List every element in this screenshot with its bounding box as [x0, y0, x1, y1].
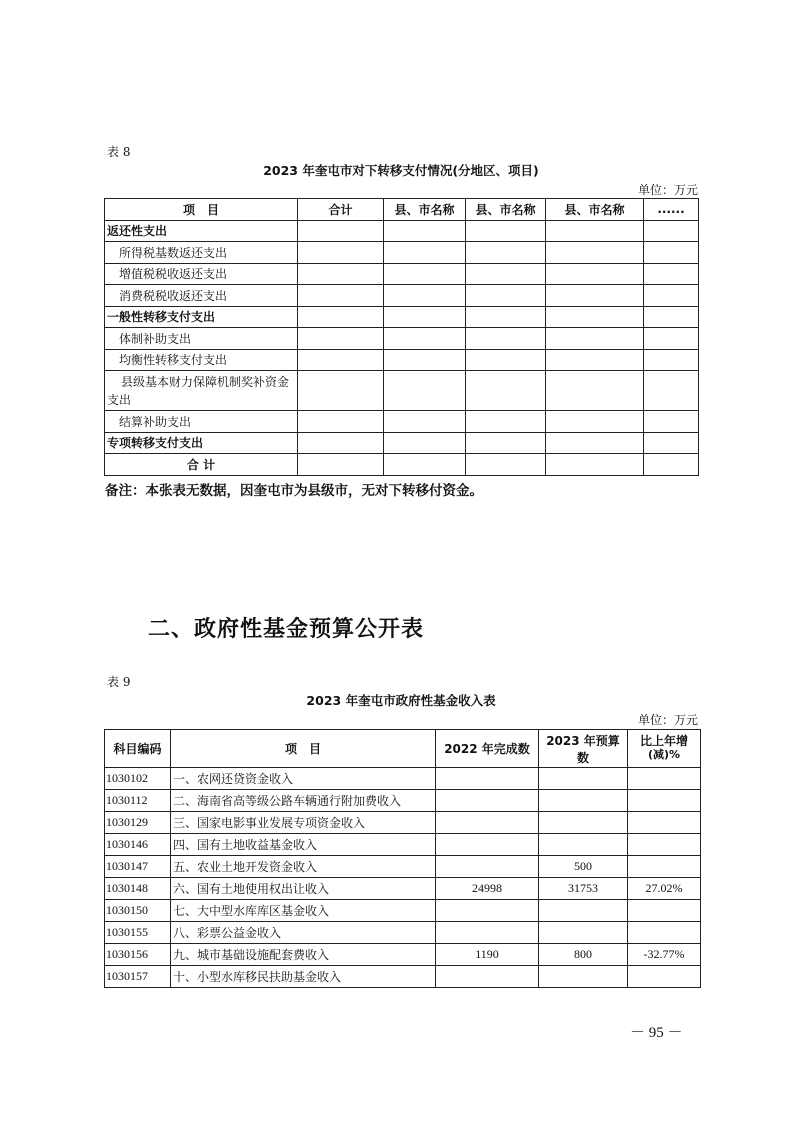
- table9-cell-change: -32.77%: [628, 944, 701, 966]
- table8-row-name: 县级基本财力保障机制奖补资金支出: [105, 371, 298, 411]
- table9-row: [105, 812, 701, 834]
- table8-cell: [384, 306, 466, 328]
- table8-cell: [644, 263, 699, 285]
- table9-title: 2023 年奎屯市政府性基金收入表: [306, 693, 496, 708]
- table8-row-name: 增值税税收返还支出: [105, 263, 298, 285]
- table8-cell: [384, 285, 466, 307]
- table9-cell-change: [628, 790, 701, 812]
- table8-cell: [546, 432, 644, 454]
- table8-cell: [466, 306, 546, 328]
- table9-cell-2022: [436, 812, 539, 834]
- table8-cell: [466, 242, 546, 264]
- table8-cell: [298, 306, 384, 328]
- page-number: － 95 －: [630, 1025, 683, 1041]
- table9-cell-code: 1030148: [105, 878, 171, 900]
- table8-row-name: 所得税基数返还支出: [105, 242, 298, 264]
- table8-row: [105, 454, 699, 476]
- table9-row: [105, 922, 701, 944]
- table9-cell-item: 七、大中型水库库区基金收入: [171, 900, 436, 922]
- table8-note: 备注：本张表无数据，因奎屯市为县级市，无对下转移付资金。: [105, 483, 483, 499]
- table8-cell: [384, 411, 466, 433]
- table8-cell: [644, 411, 699, 433]
- table8-row: [105, 328, 699, 350]
- table9-unit: 单位：万元: [637, 713, 698, 727]
- table9-cell-2022: 1190: [436, 944, 539, 966]
- table9-cell-code: 1030102: [105, 768, 171, 790]
- table8-row-name: 消费税税收返还支出: [105, 285, 298, 307]
- table9-cell-change: [628, 922, 701, 944]
- table9-cell-item: 六、国有土地使用权出让收入: [171, 878, 436, 900]
- table9-cell-change: [628, 856, 701, 878]
- table9-cell-2023: [539, 834, 628, 856]
- table8-cell: [466, 371, 546, 411]
- table8-cell: [298, 285, 384, 307]
- section-heading: 二、政府性基金预算公开表: [148, 616, 425, 642]
- table8-header-county-2: 县、市名称: [466, 199, 546, 221]
- table9-header-item: 项 目: [171, 730, 436, 768]
- table9-cell-code: 1030155: [105, 922, 171, 944]
- table8-row: [105, 285, 699, 307]
- table9-cell-2023: 800: [539, 944, 628, 966]
- table9-row: [105, 834, 701, 856]
- table8-cell: [644, 306, 699, 328]
- table8-row-name: 体制补助支出: [105, 328, 298, 350]
- table9-cell-2023: [539, 900, 628, 922]
- table8-cell: [298, 454, 384, 476]
- table9-cell-code: 1030146: [105, 834, 171, 856]
- table9-row: [105, 768, 701, 790]
- table8-header-more: ......: [644, 199, 699, 221]
- table9: [104, 729, 701, 988]
- table9-cell-code: 1030129: [105, 812, 171, 834]
- table8-cell: [466, 220, 546, 242]
- table9-cell-2023: [539, 790, 628, 812]
- table8-cell: [466, 328, 546, 350]
- table8-cell: [546, 328, 644, 350]
- table9-cell-2023: [539, 922, 628, 944]
- table8-cell: [546, 285, 644, 307]
- table8-cell: [298, 263, 384, 285]
- table9-cell-2023: [539, 768, 628, 790]
- table8-cell: [644, 328, 699, 350]
- table8: [104, 198, 699, 476]
- table9-cell-2022: [436, 856, 539, 878]
- table9-cell-item: 四、国有土地收益基金收入: [171, 834, 436, 856]
- table9-header-2023: 2023 年预算数: [539, 730, 628, 768]
- table9-header-code: 科目编码: [105, 730, 171, 768]
- table8-cell: [384, 328, 466, 350]
- table9-cell-change: [628, 768, 701, 790]
- table8-cell: [644, 454, 699, 476]
- table9-cell-code: 1030156: [105, 944, 171, 966]
- table9-label: 表 9: [107, 675, 131, 689]
- table8-cell: [298, 411, 384, 433]
- table8-cell: [644, 242, 699, 264]
- table8-cell: [384, 432, 466, 454]
- table9-cell-2023: 500: [539, 856, 628, 878]
- table8-row: [105, 263, 699, 285]
- table9-cell-2022: 24998: [436, 878, 539, 900]
- table9-cell-2023: [539, 966, 628, 988]
- table9-cell-2022: [436, 768, 539, 790]
- table8-label: 表 8: [107, 145, 131, 159]
- table9-header-change-line1: 比上年增: [639, 734, 688, 749]
- table8-unit: 单位：万元: [637, 183, 698, 197]
- table8-cell: [298, 349, 384, 371]
- table8-cell: [546, 349, 644, 371]
- table9-cell-item: 二、海南省高等级公路车辆通行附加费收入: [171, 790, 436, 812]
- table8-cell: [384, 371, 466, 411]
- table8-cell: [384, 454, 466, 476]
- table8-header-county-3: 县、市名称: [546, 199, 644, 221]
- table8-cell: [298, 328, 384, 350]
- table8-row: [105, 371, 699, 411]
- table8-row-name: 专项转移支付支出: [105, 432, 298, 454]
- table8-row-name: 结算补助支出: [105, 411, 298, 433]
- table8-cell: [384, 220, 466, 242]
- table9-cell-2022: [436, 900, 539, 922]
- table9-row: [105, 900, 701, 922]
- table8-row-name: 合 计: [105, 454, 298, 476]
- table9-cell-code: 1030150: [105, 900, 171, 922]
- table8-cell: [546, 220, 644, 242]
- table8-cell: [384, 263, 466, 285]
- table8-cell: [466, 349, 546, 371]
- table8-cell: [384, 349, 466, 371]
- table8-row: [105, 220, 699, 242]
- table9-cell-change: [628, 834, 701, 856]
- table9-cell-2023: [539, 812, 628, 834]
- table8-cell: [384, 242, 466, 264]
- table8-row: [105, 349, 699, 371]
- table9-header-change: [628, 730, 701, 768]
- table8-header-item: 项 目: [105, 199, 298, 221]
- table8-header-row: [105, 199, 699, 221]
- table9-cell-item: 十、小型水库移民扶助基金收入: [171, 966, 436, 988]
- table8-cell: [466, 432, 546, 454]
- table9-cell-item: 五、农业土地开发资金收入: [171, 856, 436, 878]
- table8-row: [105, 432, 699, 454]
- table9-cell-item: 一、农网还贷资金收入: [171, 768, 436, 790]
- table9-cell-code: 1030157: [105, 966, 171, 988]
- table9-header-2022: 2022 年完成数: [436, 730, 539, 768]
- table8-header-county-1: 县、市名称: [384, 199, 466, 221]
- table8-header-total: 合计: [298, 199, 384, 221]
- table8-cell: [644, 285, 699, 307]
- table9-row: [105, 856, 701, 878]
- table9-cell-change: 27.02%: [628, 878, 701, 900]
- table8-row: [105, 411, 699, 433]
- table8-cell: [546, 306, 644, 328]
- table8-cell: [298, 220, 384, 242]
- table9-cell-code: 1030112: [105, 790, 171, 812]
- table9-cell-2023: 31753: [539, 878, 628, 900]
- table8-row-name: 一般性转移支付支出: [105, 306, 298, 328]
- table8-cell: [298, 371, 384, 411]
- table9-cell-code: 1030147: [105, 856, 171, 878]
- table9-row: [105, 966, 701, 988]
- table8-cell: [644, 432, 699, 454]
- table8-cell: [466, 263, 546, 285]
- table8-row: [105, 242, 699, 264]
- table9-cell-2022: [436, 922, 539, 944]
- table8-cell: [546, 371, 644, 411]
- table9-cell-change: [628, 812, 701, 834]
- table9-cell-2022: [436, 790, 539, 812]
- table8-title: 2023 年奎屯市对下转移支付情况(分地区、项目): [263, 163, 539, 178]
- table8-row: [105, 306, 699, 328]
- table9-cell-change: [628, 900, 701, 922]
- table9-row: [105, 790, 701, 812]
- table9-header-row: [105, 730, 701, 768]
- table8-cell: [644, 220, 699, 242]
- table9-cell-item: 九、城市基础设施配套费收入: [171, 944, 436, 966]
- table9-cell-2022: [436, 966, 539, 988]
- table8-cell: [546, 242, 644, 264]
- table9-cell-change: [628, 966, 701, 988]
- table8-row-name: 返还性支出: [105, 220, 298, 242]
- table9-row: [105, 878, 701, 900]
- table9-cell-item: 八、彩票公益金收入: [171, 922, 436, 944]
- table8-cell: [546, 411, 644, 433]
- table8-cell: [298, 242, 384, 264]
- table8-cell: [466, 285, 546, 307]
- table8-cell: [546, 263, 644, 285]
- table8-row-name: 均衡性转移支付支出: [105, 349, 298, 371]
- table8-cell: [644, 371, 699, 411]
- table8-cell: [466, 411, 546, 433]
- table9-cell-item: 三、国家电影事业发展专项资金收入: [171, 812, 436, 834]
- table8-cell: [466, 454, 546, 476]
- table9-row: [105, 944, 701, 966]
- table8-cell: [546, 454, 644, 476]
- table8-cell: [298, 432, 384, 454]
- table9-header-change-line2: (减)%: [647, 748, 681, 762]
- table8-cell: [644, 349, 699, 371]
- table9-cell-2022: [436, 834, 539, 856]
